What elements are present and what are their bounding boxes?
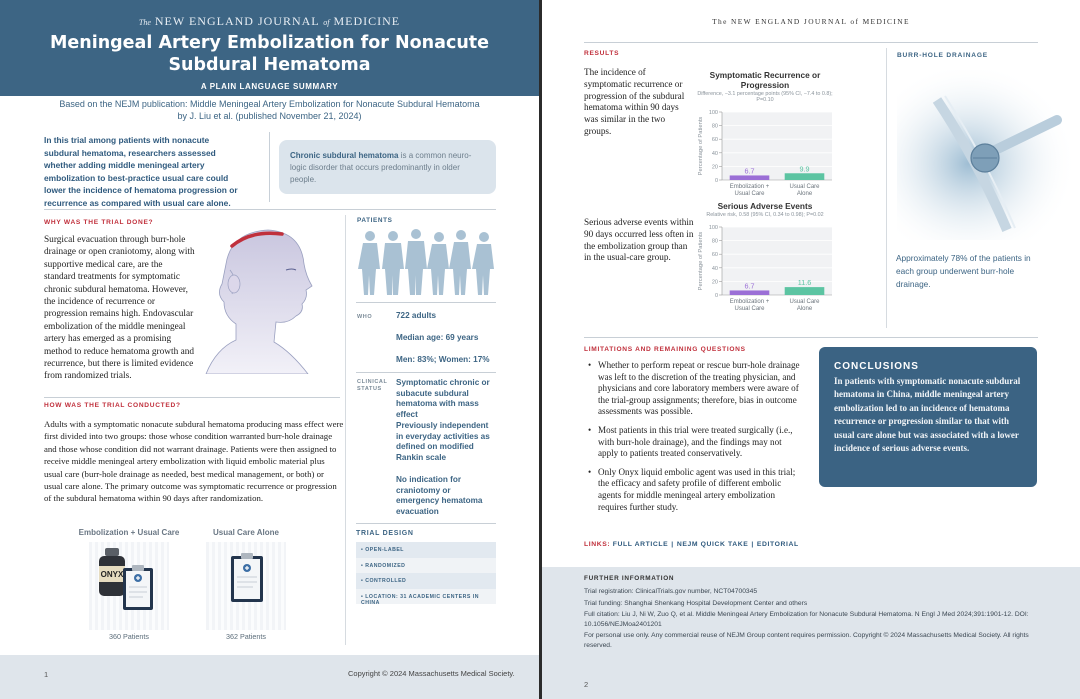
clinical-status-item: Previously independent in everyday activities as defined on modified Rankin scale bbox=[396, 421, 490, 463]
conclusions-heading: CONCLUSIONS bbox=[834, 361, 919, 372]
link-nejm-quick-take[interactable]: NEJM QUICK TAKE bbox=[676, 541, 749, 548]
burr-hole-text: Approximately 78% of the patients in each group underwent burr-hole drainage. bbox=[896, 253, 1031, 289]
clinical-status-item: No indication for craniotomy or emergency hematoma evacuation bbox=[396, 475, 483, 517]
y-tick-label: 80 bbox=[711, 123, 718, 130]
silhouette-icon bbox=[405, 229, 427, 295]
page-title: Meningeal Artery Embolization for Nonacute Subdural Hematoma bbox=[49, 33, 490, 75]
column-divider bbox=[886, 48, 887, 328]
category-label: Embolization + bbox=[729, 184, 770, 190]
silhouette-icon bbox=[427, 232, 449, 295]
usage-notice: For personal use only. Any commercial reuse of NEJM Group content requires permission. Copyright © 2024 Massachusetts Medical Society. All rights reserved. bbox=[584, 632, 1029, 649]
how-heading: HOW WAS THE TRIAL CONDUCTED? bbox=[44, 402, 181, 409]
list-item: • Most patients in this trial were treated surgically (i.e., with burr-hole drainage), and the findings may not apply to patients treated conservatively. bbox=[588, 425, 800, 460]
bar bbox=[785, 173, 825, 180]
definition-callout: Chronic subdural hematoma is a common neurologic disorder that occurs predominantly in older people. bbox=[279, 140, 496, 194]
y-axis-label: Percentage of Patients bbox=[698, 231, 704, 291]
y-tick-label: 20 bbox=[711, 279, 718, 286]
silhouette-icon bbox=[449, 230, 471, 295]
page-number: 2 bbox=[584, 680, 589, 689]
publication-reference: Based on the NEJM publication: Middle Meningeal Artery Embolization for Nonacute Subdural Hematoma by J. Liu et al. (published November 21, 2024) bbox=[59, 99, 480, 121]
divider bbox=[269, 132, 270, 202]
result-text: Serious adverse events within 90 days occurred less often in the embolization group than in the usual-care group. bbox=[584, 217, 694, 263]
category-label: Alone bbox=[796, 306, 813, 312]
chart-title: Symptomatic Recurrence or Progression bbox=[709, 70, 821, 90]
data-label: 9.9 bbox=[799, 164, 810, 174]
full-citation: Full citation: Liu J, Ni W, Zuo Q, et al. Middle Meningeal Artery Embolization for Nonacute Subdural Hematoma. N Engl J Med 2024;391:1901-12. DOI: 10.1056/NEJMoa2401201 bbox=[584, 611, 1029, 628]
chart-subtitle: Relative risk, 0.58 (95% CI, 0.34 to 0.98); P=0.02 bbox=[706, 212, 824, 218]
y-axis-label: Percentage of Patients bbox=[698, 116, 704, 176]
divider bbox=[44, 397, 340, 398]
copyright: Copyright © 2024 Massachusetts Medical Society. bbox=[348, 669, 515, 678]
burr-hole-heading: BURR-HOLE DRAINAGE bbox=[897, 52, 988, 59]
page-1: The NEW ENGLAND JOURNAL of MEDICINE Meningeal Artery Embolization for Nonacute Subdural Hematoma A PLAIN LANGUAGE SUMMARY Based on the NEJM publication: Middle Meningeal Artery Embolization for Nonacute Subdural Hematoma by J. Liu et al. (published November 21, 2024) In this trial among patients with nonacute subdural hematoma, researchers assessed whether adding middle meningeal artery embolization to best-practice usual care could lower the incidence of hematoma progression or recurrence as compared with usual care alone. Chronic subdural hematoma is a common neurologic disorder that occurs predominantly in older people. WHY WAS THE TRIAL DONE? Surgical evacuation through burr-hole drainage or open craniotomy, along with supportive medical care, are the standard treatments for symptomatic chronic subdural hematoma. However, the incidence of recurrence or progression remains high. Endovascular embolization of the middle meningeal artery has emerged as a promising method to reduce hematoma growth and recurrence, but there is limited evidence from randomized trials. HOW WAS THE TRIAL CONDUCTED? Adults with a symptomatic nonacute subdural hematoma producing mass effect were first divided into two groups: those whose condition warranted burr-hole drainage and those whose condition did not warrant drainage. Patients were then assigned to receive middle meningeal artery embolization with liquid embolic material plus usual care (burr-hole drainage as needed, best medical management, or both) or usual care alone. The primary outcome was symptomatic recurrence or progression of the subdural hematoma within 90 days after randomization. Embolization + Usual Care ONYX 360 Patients Usual Care Alone 362 Patients PATIENTS WHO 722 adults Median age: 69 years Men: 83%; Women: 17% CLINICAL STATUS Symptomatic chronic or subacute subdural hematoma with mass effect Previously independent in everyday activities as defined on modified Rankin scale No indication for craniotomy or emergency hematoma evacuation TRIAL DESIGN • OPEN-LABEL • RANDOMIZED • CONTROLLED • LOCATION: 31 ACADEMIC CENTERS IN CHINA 1 Copyright © 2024 Massachusetts Medical Society. bbox=[0, 0, 539, 699]
y-tick-label: 60 bbox=[711, 252, 718, 259]
y-tick-label: 40 bbox=[711, 150, 718, 157]
divider bbox=[584, 337, 1038, 338]
divider bbox=[356, 523, 496, 524]
journal-masthead: The NEW ENGLAND JOURNAL of MEDICINE bbox=[712, 17, 910, 26]
burr-hole-drainage-illustration-icon bbox=[897, 70, 1077, 240]
category-label: Alone bbox=[796, 191, 813, 197]
y-tick-label: 20 bbox=[711, 164, 718, 171]
data-label: 11.6 bbox=[797, 278, 812, 288]
y-tick-label: 0 bbox=[714, 178, 718, 184]
category-label: Usual Care bbox=[734, 191, 765, 197]
trial-funding: Trial funding: Shanghai Shenkang Hospital Development Center and others bbox=[584, 599, 808, 607]
head-illustration-icon bbox=[196, 224, 314, 374]
group-usual-care: Usual Care Alone 362 Patients bbox=[206, 528, 286, 641]
design-item: • OPEN-LABEL bbox=[356, 542, 496, 558]
category-label: Usual Care bbox=[789, 184, 820, 190]
further-information: FURTHER INFORMATION Trial registration: ClinicalTrials.gov number, NCT04700345 Trial funding: Shanghai Shenkang Hospital Development Center and others Full citation: Liu J, Ni W, Zuo Q, et al. Middle Meningeal Artery Embolization for Nonacute Subdural Hematoma. N Engl J Med 2024;391:1901-12. DOI: 10.1056/NEJMoa2401201 For personal use only. Any commercial reuse of NEJM Group content requires permission. Copyright © 2024 Massachusetts Medical Society. All rights reserved. 2 bbox=[542, 567, 1080, 699]
bar-chart bbox=[692, 219, 838, 319]
link-editorial[interactable]: EDITORIAL bbox=[756, 541, 799, 548]
divider bbox=[356, 302, 496, 303]
trial-design: TRIAL DESIGN • OPEN-LABEL • RANDOMIZED • CONTROLLED • LOCATION: 31 ACADEMIC CENTERS IN CHINA bbox=[356, 530, 496, 604]
list-item: • Only Onyx liquid embolic agent was used in this trial; the efficacy and safety profile of different embolic agents for middle meningeal artery embolization requires further study. bbox=[588, 467, 800, 513]
why-heading: WHY WAS THE TRIAL DONE? bbox=[44, 219, 154, 226]
category-label: Usual Care bbox=[734, 306, 765, 312]
links-row: LINKS: FULL ARTICLE | NEJM QUICK TAKE | EDITORIAL bbox=[584, 541, 799, 548]
chart-adverse-events bbox=[692, 201, 838, 319]
plot-area bbox=[722, 112, 832, 180]
who-age: Median age: 69 years bbox=[396, 333, 479, 342]
trial-registration: Trial registration: ClinicalTrials.gov number, NCT04700345 bbox=[584, 588, 758, 595]
link-full-article[interactable]: FULL ARTICLE bbox=[612, 541, 669, 548]
data-label: 6.7 bbox=[744, 281, 755, 291]
why-body: Surgical evacuation through burr-hole drainage or open craniotomy, along with supportive medical care, are the standard treatments for symptomatic chronic subdural hematoma. However, the incidence of recurrence or progression remains high. Endovascular embolization of the middle meningeal artery has emerged as a promising method to reduce hematoma growth and recurrence, but there is limited evidence from randomized trials. bbox=[44, 235, 195, 382]
plot-area bbox=[722, 227, 832, 295]
bar bbox=[730, 290, 770, 295]
design-item: • RANDOMIZED bbox=[356, 558, 496, 574]
y-tick-label: 40 bbox=[711, 265, 718, 272]
limitations-heading: LIMITATIONS AND REMAINING QUESTIONS bbox=[584, 346, 746, 353]
page-footer bbox=[0, 655, 539, 699]
silhouette-icon bbox=[358, 231, 380, 295]
chart-title: Serious Adverse Events bbox=[717, 201, 813, 211]
bar bbox=[785, 287, 825, 295]
result-text: The incidence of symptomatic recurrence or progression of the subdural hematoma within 90 days was similar in the two groups. bbox=[584, 67, 685, 136]
onyx-vial-and-clipboard-icon bbox=[89, 542, 169, 630]
patients-heading: PATIENTS bbox=[357, 217, 393, 224]
list-item: • Whether to perform repeat or rescue burr-hole drainage was left to the discretion of the treating physician, and physicians and core laboratory members were aware of the trial-group assignments; therefore, bias in outcome assessments was possible. bbox=[588, 360, 800, 418]
data-label: 6.7 bbox=[744, 166, 755, 176]
divider bbox=[356, 209, 496, 210]
divider bbox=[584, 42, 1038, 43]
journal-masthead: The NEW ENGLAND JOURNAL of MEDICINE bbox=[138, 14, 401, 28]
page-2 bbox=[542, 0, 1080, 699]
group-embolization: Embolization + Usual Care ONYX 360 Patients bbox=[78, 528, 180, 641]
vial-label: ONYX bbox=[100, 570, 124, 579]
conclusions-box bbox=[819, 347, 1037, 487]
y-tick-label: 60 bbox=[711, 137, 718, 144]
who-sex: Men: 83%; Women: 17% bbox=[396, 355, 490, 364]
y-tick-label: 100 bbox=[708, 110, 718, 116]
column-divider bbox=[345, 215, 346, 645]
clinical-status-item: Symptomatic chronic or subacute subdural hematoma with mass effect bbox=[396, 378, 490, 420]
y-tick-label: 100 bbox=[708, 225, 718, 231]
divider bbox=[356, 372, 496, 373]
who-count: 722 adults bbox=[396, 311, 437, 320]
y-tick-label: 0 bbox=[714, 293, 718, 299]
page-number: 1 bbox=[44, 670, 49, 679]
conclusions-body: In patients with symptomatic nonacute subdural hematoma in China, middle meningeal artery embolization led to an incidence of hematoma recurrence or progression similar to that with usual care alone but was associated with a lower incidence of serious adverse events. bbox=[834, 376, 1021, 454]
silhouette-icon bbox=[472, 232, 494, 295]
how-body: Adults with a symptomatic nonacute subdural hematoma producing mass effect were first divided into two groups: those whose condition warranted burr-hole drainage and those whose condition did not warrant drainage. Patients were then assigned to receive middle meningeal artery embolization with liquid embolic material plus usual care (burr-hole drainage as needed, best medical management, or both) or usual care alone. The primary outcome was symptomatic recurrence or progression of the subdural hematoma within 90 days after randomization. bbox=[44, 419, 344, 504]
bar-chart bbox=[692, 104, 838, 204]
clipboard-icon bbox=[206, 542, 286, 630]
results-heading: RESULTS bbox=[584, 50, 620, 57]
y-tick-label: 80 bbox=[711, 238, 718, 245]
page-subtitle: A PLAIN LANGUAGE SUMMARY bbox=[200, 82, 339, 91]
category-label: Usual Care bbox=[789, 299, 820, 305]
design-item: • CONTROLLED bbox=[356, 573, 496, 589]
limitations-list bbox=[588, 360, 800, 520]
chart-subtitle: Difference, −3.1 percentage points (95% CI, −7.4 to 0.8); P=0.10 bbox=[697, 91, 833, 103]
category-label: Embolization + bbox=[729, 299, 770, 305]
silhouette-icon bbox=[382, 231, 404, 295]
design-item: • LOCATION: 31 ACADEMIC CENTERS IN CHINA bbox=[356, 589, 496, 605]
patient-silhouettes-icon bbox=[358, 226, 496, 296]
chart-recurrence bbox=[692, 70, 838, 204]
page-header bbox=[0, 0, 539, 96]
intro-summary: In this trial among patients with nonacute subdural hematoma, researchers assessed whether adding middle meningeal artery embolization to best-practice usual care could lower the incidence of hematoma progression or recurrence as compared with usual care alone. bbox=[44, 135, 238, 208]
bar bbox=[730, 175, 770, 180]
